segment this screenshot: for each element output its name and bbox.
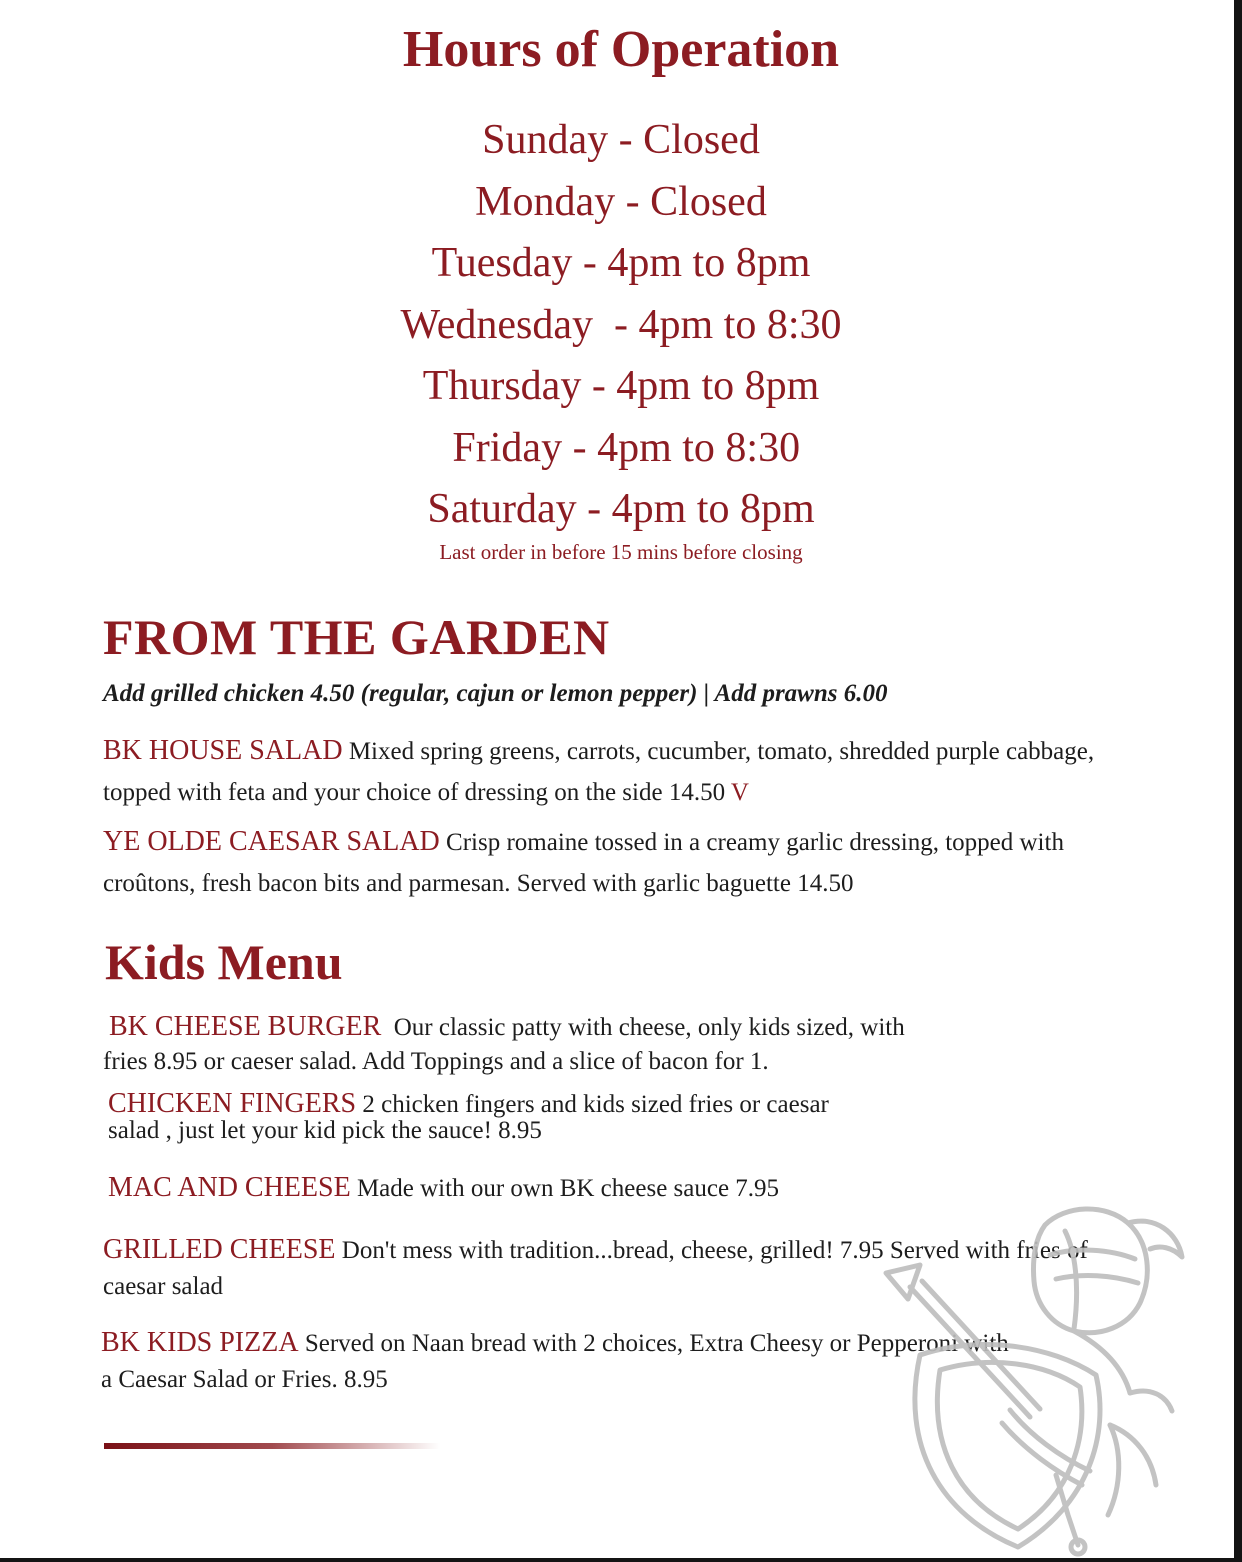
item-name: YE OLDE CAESAR SALAD <box>103 826 440 857</box>
menu-item-caesar-salad <box>103 821 1133 904</box>
hours-sunday: Sunday - Closed <box>482 117 760 163</box>
item-name: GRILLED CHEESE <box>103 1234 336 1265</box>
hours-tuesday: Tuesday - 4pm to 8pm <box>431 240 811 286</box>
item-name: CHICKEN FINGERS <box>108 1088 357 1119</box>
item-description-line1: Made with our own BK cheese sauce 7.95 <box>350 1175 780 1202</box>
item-description-line1: Served on Naan bread with 2 choices, Extra Cheesy or Pepperoni with <box>298 1330 1009 1357</box>
item-description: Mixed spring greens, carrots, cucumber, tomato, shredded purple cabbage, topped with feta and your choice of dressing on the side 14.50 <box>103 738 1095 806</box>
vegetarian-badge: V <box>730 779 749 806</box>
hours-monday: Monday - Closed <box>475 178 767 225</box>
kids-item-mac-and-cheese <box>108 1168 779 1209</box>
knight-shield-icon <box>860 1195 1200 1560</box>
hours-wednesday: Wednesday - 4pm to 8:30 <box>400 301 842 348</box>
item-description-line1: 2 chicken fingers and kids sized fries or caesar <box>356 1091 829 1118</box>
menu-item-house-salad <box>103 730 1113 813</box>
item-name: BK HOUSE SALAD <box>103 735 343 766</box>
item-description: Crisp romaine tossed in a creamy garlic dressing, topped with croûtons, fresh bacon bits and parmesan. Served with garlic baguette 14.50 <box>103 829 1064 897</box>
kids-item-cheese-burger <box>103 1010 905 1079</box>
last-order-note: Last order in before 15 mins before closing <box>439 540 803 564</box>
hours-thursday: Thursday - 4pm to 8pm <box>422 363 820 409</box>
item-description-line2: a Caesar Salad or Fries. 8.95 <box>101 1366 388 1393</box>
hours-title: Hours of Operation <box>402 21 840 78</box>
gradient-divider <box>104 1443 440 1449</box>
garden-addons: Add grilled chicken 4.50 (regular, cajun or lemon pepper) | Add prawns 6.00 <box>103 680 888 707</box>
item-name: BK CHEESE BURGER <box>109 1011 382 1042</box>
item-description-line2: salad , just let your kid pick the sauce! 8.95 <box>108 1117 542 1144</box>
hours-saturday: Saturday - 4pm to 8pm <box>427 486 815 532</box>
item-description-line2: fries 8.95 or caeser salad. Add Toppings and a slice of bacon for 1. <box>103 1048 769 1075</box>
item-description-line2: caesar salad <box>103 1273 224 1300</box>
hours-friday: Friday - 4pm to 8:30 <box>441 424 801 471</box>
garden-section-title: FROM THE GARDEN <box>103 609 610 665</box>
item-description-line1: Our classic patty with cheese, only kids sized, with <box>381 1014 905 1041</box>
item-name: BK KIDS PIZZA <box>101 1327 299 1358</box>
page-border-bottom <box>0 1558 1242 1562</box>
kids-section-title: Kids Menu <box>105 934 343 990</box>
item-name: MAC AND CHEESE <box>108 1172 351 1203</box>
item-description-line1: Don't mess with tradition...bread, cheese, grilled! 7.95 Served with fries of <box>335 1237 1088 1264</box>
hours-list <box>0 110 1242 541</box>
page-border-right <box>1234 0 1242 1562</box>
kids-item-chicken-fingers <box>108 1088 829 1142</box>
